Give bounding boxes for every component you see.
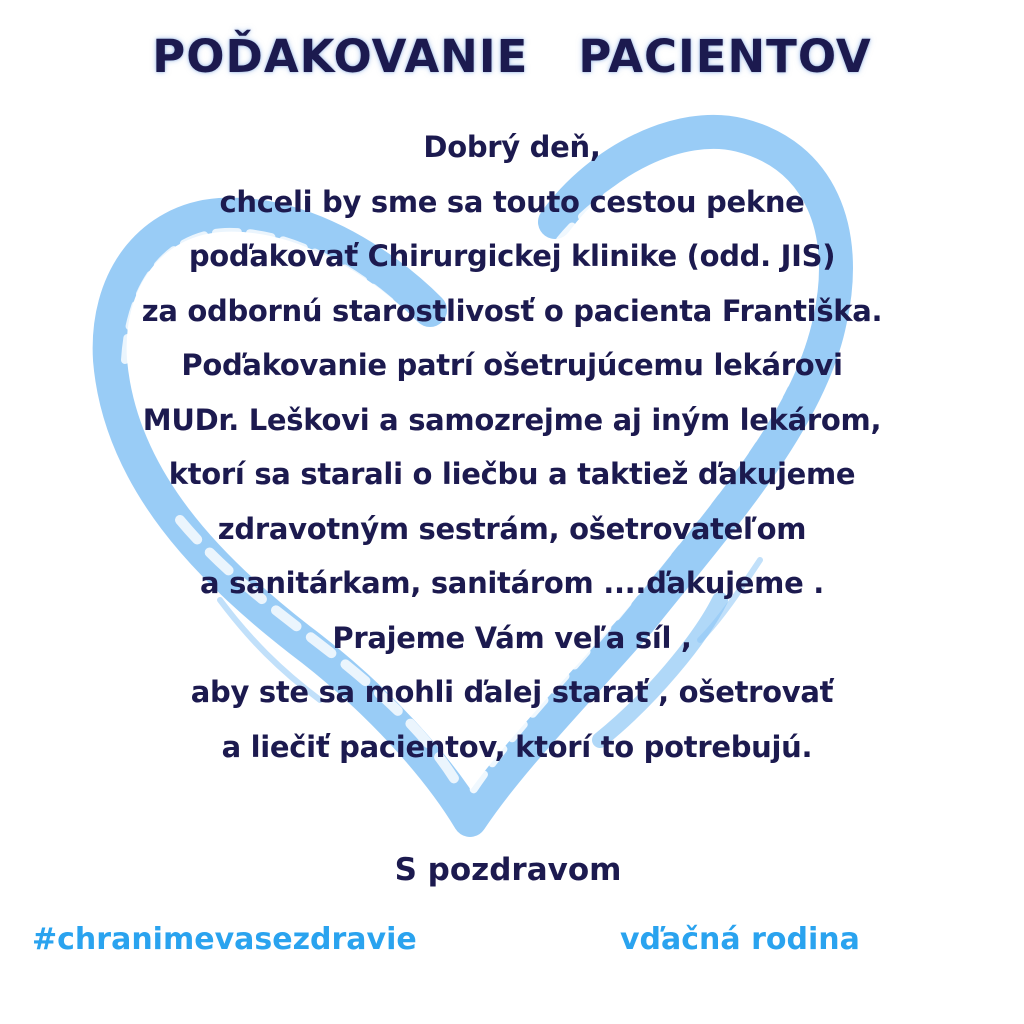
message-line: Dobrý deň, xyxy=(423,130,601,164)
message-line: chceli by sme sa touto cestou pekne xyxy=(219,184,805,219)
message-line: poďakovať Chirurgickej klinike (odd. JIS) xyxy=(188,239,836,273)
message-line: zdravotným sestrám, ošetrovateľom xyxy=(217,511,807,546)
message-line: za odbornú starostlivosť o pacienta Františka. xyxy=(141,293,883,328)
signoff: S pozdravom xyxy=(394,852,622,888)
page-title: POĎAKOVANIE PACIENTOV xyxy=(152,30,872,83)
message-line: ktorí sa starali o liečbu a taktiež ďakujeme xyxy=(168,457,856,491)
message-line: Poďakovanie patrí ošetrujúcemu lekárovi xyxy=(181,348,843,382)
message-line: MUDr. Leškovi a samozrejme aj iným lekárom, xyxy=(142,402,882,437)
message-line: Prajeme Vám veľa síl , xyxy=(332,620,692,655)
message-line: a liečiť pacientov, ktorí to potrebujú. xyxy=(211,729,813,764)
hashtag: #chranimevasezdravie xyxy=(32,922,417,957)
message-line: aby ste sa mohli ďalej starať , ošetrovať xyxy=(190,675,834,709)
signature: vďačná rodina xyxy=(620,922,860,957)
thank-you-message xyxy=(0,120,1024,774)
message-line: a sanitárkam, sanitárom ....ďakujeme . xyxy=(200,566,824,600)
